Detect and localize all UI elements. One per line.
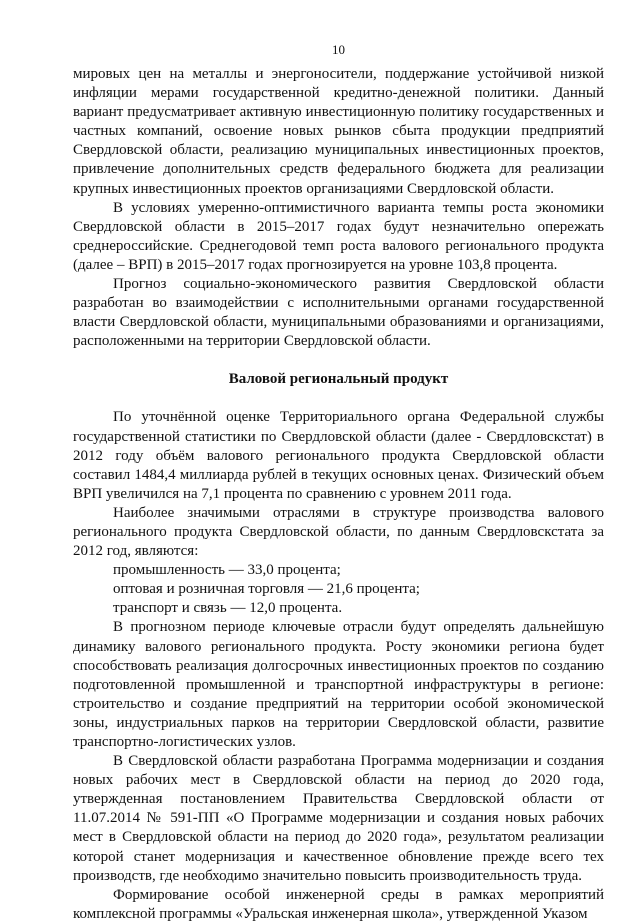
paragraph-modernization-program: В Свердловской области разработана Программа модернизации и создания новых рабочих мест в Свердловской области на период до 2020 года, утвержденная постановлением Правительства Свердловской области от 11.07.2014 № 591-ПП «О Программе модернизации и создания новых рабочих мест в Свердловской области на период до 2020 года», результатом реализации которой станет модернизация и качественное обновление прежде всего тех производств, где необходимо значительно повысить производительность труда.: [73, 753, 604, 884]
paragraph-growth-rates: В условиях умеренно-оптимистичного варианта темпы роста экономики Свердловской области в 2015–2017 годах будут незначительно опережать среднероссийские. Среднегодовой темп роста валового регионального продукта (далее – ВРП) в 2015–2017 годах прогнозируется на уровне 103,8 процента.: [73, 199, 604, 273]
document-body: [73, 65, 604, 924]
paragraph-forecast-period: В прогнозном периоде ключевые отрасли будут определять дальнейшую динамику валового регионального продукта. Росту экономики региона будет способствовать реализация долгосрочных инвестиционных проектов по созданию подготовленной промышленной и транспортной инфраструктуры в регионе: строительство и создание предприятий на территории особой экономической зоны, индустриальных парков на территории Свердловской области, развитие транспортно-логистических узлов.: [73, 619, 604, 750]
section-heading: Валовой региональный продукт: [228, 371, 449, 388]
list-item: оптовая и розничная торговля — 21,6 процента;: [113, 581, 420, 598]
list-item: транспорт и связь — 12,0 процента.: [113, 600, 343, 617]
paragraph-engineering-school: Формирование особой инженерной среды в рамках мероприятий комплексной программы «Уральская инженерная школа», утвержденной Указом: [73, 886, 604, 922]
paragraph-forecast-development: Прогноз социально-экономического развития Свердловской области разработан во взаимодействии с исполнительными органами государственной власти Свердловской области, муниципальными образованиями и организациями, расположенными на территории Свердловской области.: [73, 276, 604, 350]
paragraph-continuation: мировых цен на металлы и энергоносители, поддержание устойчивой низкой инфляции мерами государственной кредитно-денежной политики. Данный вариант предусматривает активную инвестиционную политику государственных и частных компаний, освоение новых рынков сбыта продукции предприятий Свердловской области, реализацию муниципальных инвестиционных проектов, привлечение дополнительных средств федерального бюджета для реализации крупных инвестиционных проектов организациями Свердловской области.: [73, 66, 604, 197]
list-item: промышленность — 33,0 процента;: [113, 562, 341, 579]
paragraph-grp-estimate: По уточнённой оценке Территориального органа Федеральной службы государственной статистики по Свердловской области (далее - Свердловскстат) в 2012 году объём валового регионального продукта Свердловской области составил 1484,4 миллиарда рублей в текущих основных ценах. Физический объем ВРП увеличился на 7,1 процента по сравнению с уровнем 2011 года.: [73, 409, 604, 502]
page-number: 10: [332, 42, 345, 57]
paragraph-key-industries: Наиболее значимыми отраслями в структуре производства валового регионального продукта Свердловской области, по данным Свердловскстата за 2012 год, являются:: [73, 504, 604, 560]
